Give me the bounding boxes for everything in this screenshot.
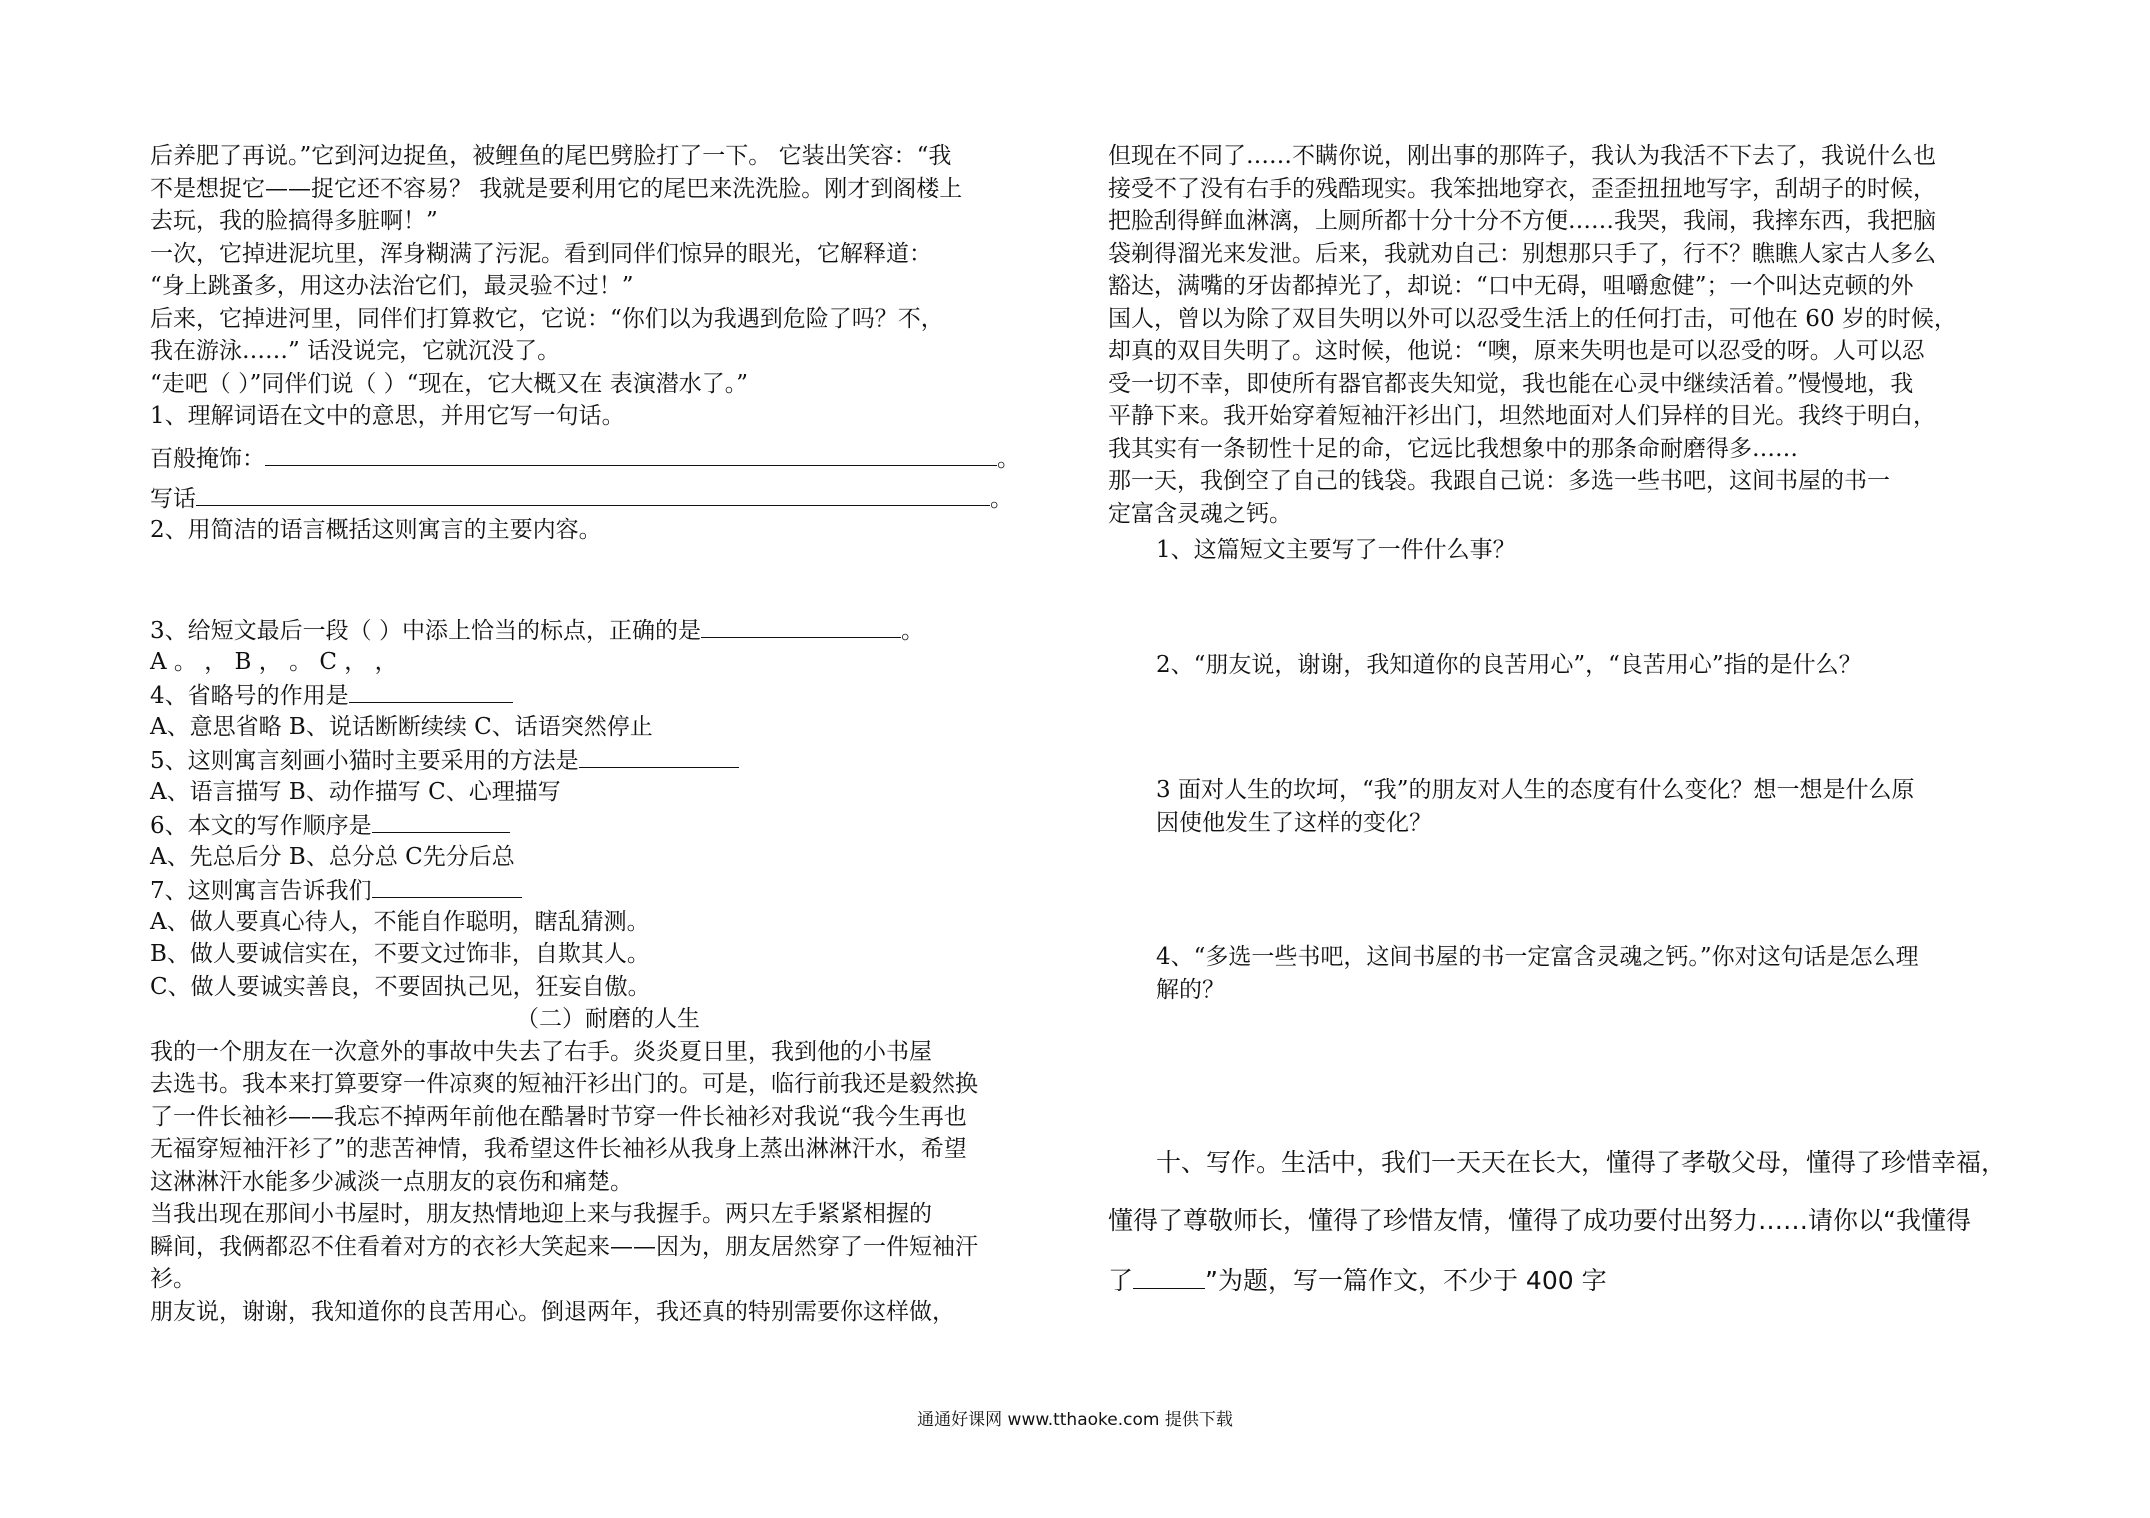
q1-write-row — [150, 481, 1066, 514]
passage-part-2 — [1108, 140, 2028, 530]
passage-line: 了一件长袖衫——我忘不掉两年前他在酷暑时节穿一件长袖衫对我说“我今生再也 — [150, 1103, 967, 1130]
question-4 — [150, 678, 1066, 711]
passage-line: 豁达，满嘴的牙齿都掉光了，却说：“口中无碍，咀嚼愈健”；一个叫达克顿的外 — [1108, 273, 1914, 299]
story-line: 后养肥了再说。”它到河边捉鱼，被鲤鱼的尾巴劈脸打了一下。 它装出笑容：“我 — [150, 143, 952, 169]
passage-line: 却真的双目失明了。这时候，他说：“噢，原来失明也是可以忍受的呀。人可以忍 — [1108, 338, 1925, 364]
q6-blank[interactable] — [372, 808, 510, 833]
passage-line: 当我出现在那间小书屋时，朋友热情地迎上来与我握手。两只左手紧紧相握的 — [150, 1201, 932, 1227]
q1-word-row — [150, 441, 1066, 474]
q5-blank[interactable] — [579, 743, 739, 768]
answer-space — [1108, 567, 2028, 649]
q1-word-end: 。 — [997, 445, 1020, 472]
story-line: “身上跳蚤多，用这办法治它们，最灵验不过！” — [150, 273, 634, 299]
q7-blank[interactable] — [372, 873, 522, 898]
story-line: 我在游泳……” 话没说完，它就沉没了。 — [150, 338, 561, 364]
q3-text: 3、给短文最后一段（ ）中添上恰当的标点，正确的是 — [150, 618, 701, 644]
passage-part-1 — [150, 1036, 1066, 1329]
passage-line: 这淋淋汗水能多少减淡一点朋友的哀伤和痛楚。 — [150, 1168, 633, 1195]
q4-text: 4、省略号的作用是 — [150, 683, 349, 709]
right-column — [1108, 140, 2028, 1298]
passage-line: 瞬间，我俩都忍不住看着对方的衣衫大笑起来——因为，朋友居然穿了一件短袖汗 — [150, 1233, 978, 1260]
passage-line: 接受不了没有右手的残酷现实。我笨拙地穿衣，歪歪扭扭地写字，刮胡子的时候， — [1108, 175, 1936, 202]
passage-line: 我其实有一条韧性十足的命，它远比我想象中的那条命耐磨得多…… — [1108, 435, 1798, 462]
r-question-3-cont: 因使他发生了这样的变化？ — [1156, 809, 1432, 836]
story-line: “走吧（ ）”同伴们说（ ）“现在，它大概又在 表演潜水了。” — [150, 370, 748, 397]
answer-space — [150, 546, 1066, 613]
section-2-title: （二）耐磨的人生 — [516, 1006, 700, 1032]
q7-text: 7、这则寓言告诉我们 — [150, 878, 372, 904]
question-6 — [150, 808, 1066, 841]
q5-options: A、语言描写 B、动作描写 C、心理描写 — [150, 778, 561, 805]
q6-text: 6、本文的写作顺序是 — [150, 813, 372, 839]
passage-line: 国人，曾以为除了双目失明以外可以忍受生活上的任何打击，可他在 60 岁的时候， — [1108, 305, 1957, 332]
q1-write-label: 写话 — [150, 486, 196, 512]
passage-line: 把脸刮得鲜血淋漓，上厕所都十分十分不方便……我哭，我闹，我摔东西，我把脑 — [1108, 208, 1936, 234]
passage-line: 定富含灵魂之钙。 — [1108, 500, 1292, 527]
passage-line: 无福穿短袖汗衫了”的悲苦神情，我希望这件长袖衫从我身上蒸出淋淋汗水，希望 — [150, 1136, 967, 1162]
question-7 — [150, 873, 1066, 906]
r-question-3: 3 面对人生的坎坷，“我”的朋友对人生的态度有什么变化？想一想是什么原 — [1156, 777, 1915, 803]
passage-line: 但现在不同了……不瞒你说，刚出事的那阵子，我认为我活不下去了，我说什么也 — [1108, 143, 1936, 169]
q3-end: 。 — [900, 618, 924, 644]
q4-options: A、意思省略 B、说话断断续续 C、话语突然停止 — [150, 713, 653, 740]
essay-line: 十、写作。生活中，我们一天天在长大，懂得了孝敬父母，懂得了珍惜幸福， — [1156, 1148, 2007, 1177]
q7-option-c: C、做人要诚实善良，不要固执己见，狂妄自傲。 — [150, 973, 651, 1000]
r-question-4-cont: 解的？ — [1156, 976, 1225, 1003]
passage-line: 受一切不幸，即使所有器官都丧失知觉，我也能在心灵中继续活着。”慢慢地，我 — [1108, 370, 1914, 397]
passage-line: 袋剃得溜光来发泄。后来，我就劝自己：别想那只手了，行不？瞧瞧人家古人多么 — [1108, 240, 1936, 267]
left-column — [150, 140, 1066, 1328]
story-line: 后来，它掉进河里，同伴们打算救它，它说：“你们以为我遇到危险了吗？不， — [150, 305, 944, 332]
essay-title-suffix: ”为题，写一篇作文，不少于 400 字 — [1205, 1266, 1607, 1295]
passage-line: 朋友说，谢谢，我知道你的良苦用心。倒退两年，我还真的特别需要你这样做， — [150, 1298, 955, 1325]
story-line: 去玩，我的脸搞得多脏啊！” — [150, 208, 438, 234]
passage-line: 去选书。我本来打算要穿一件凉爽的短袖汗衫出门的。可是，临行前我还是毅然换 — [150, 1071, 978, 1097]
q6-options: A、先总后分 B、总分总 C先分后总 — [150, 843, 515, 870]
q3-options: A 。 ， B ， 。 C ， ， — [150, 648, 398, 675]
q1-write-end: 。 — [990, 486, 1013, 512]
essay-title-line — [1108, 1262, 2028, 1298]
essay-line: 懂得了尊敬师长，懂得了珍惜友情，懂得了成功要付出努力……请你以“我懂得 — [1108, 1206, 1971, 1235]
story-line: 不是想捉它——捉它还不容易？ 我就是要利用它的尾巴来洗洗脸。刚才到阁楼上 — [150, 175, 963, 202]
answer-space — [1108, 1006, 2028, 1146]
q1-write-blank[interactable] — [196, 481, 990, 506]
q3-blank[interactable] — [701, 613, 901, 638]
question-2: 2、用简洁的语言概括这则寓言的主要内容。 — [150, 516, 602, 543]
passage-line: 平静下来。我开始穿着短袖汗衫出门，坦然地面对人们异样的目光。我终于明白， — [1108, 403, 1936, 429]
footer-source: 通通好课网 www.tthaoke.com 提供下载 — [917, 1410, 1233, 1430]
essay-title-blank[interactable] — [1133, 1262, 1205, 1289]
q7-option-a: A、做人要真心待人，不能自作聪明，瞎乱猜测。 — [150, 908, 650, 935]
passage-line: 我的一个朋友在一次意外的事故中失去了右手。炎炎夏日里，我到他的小书屋 — [150, 1038, 932, 1065]
passage-line: 那一天，我倒空了自己的钱袋。我跟自己说：多选一些书吧，这间书屋的书一 — [1108, 468, 1890, 494]
q4-blank[interactable] — [349, 678, 513, 703]
q1-word-label: 百般掩饰： — [150, 445, 265, 472]
q5-text: 5、这则寓言刻画小猫时主要采用的方法是 — [150, 748, 579, 774]
question-5 — [150, 743, 1066, 776]
r-question-4: 4、“多选一些书吧，这间书屋的书一定富含灵魂之钙。”你对这句话是怎么理 — [1156, 944, 1919, 970]
story-line: 一次，它掉进泥坑里，浑身糊满了污泥。看到同伴们惊异的眼光，它解释道： — [150, 240, 932, 267]
question-3 — [150, 613, 1066, 646]
essay-title-prefix: 了 — [1108, 1266, 1134, 1295]
answer-space — [1108, 839, 2028, 941]
r-question-2: 2、“朋友说，谢谢，我知道你的良苦用心”，“良苦用心”指的是什么？ — [1156, 651, 1862, 678]
answer-space — [1108, 681, 2028, 774]
fable-story — [150, 140, 1066, 400]
question-1: 1、理解词语在文中的意思，并用它写一句话。 — [150, 403, 625, 429]
essay-prompt — [1108, 1146, 2028, 1298]
passage-line: 衫。 — [150, 1266, 196, 1292]
q1-word-blank[interactable] — [265, 441, 997, 466]
q7-option-b: B、做人要诚信实在，不要文过饰非，自欺其人。 — [150, 941, 650, 967]
r-question-1: 1、这篇短文主要写了一件什么事？ — [1156, 537, 1516, 563]
